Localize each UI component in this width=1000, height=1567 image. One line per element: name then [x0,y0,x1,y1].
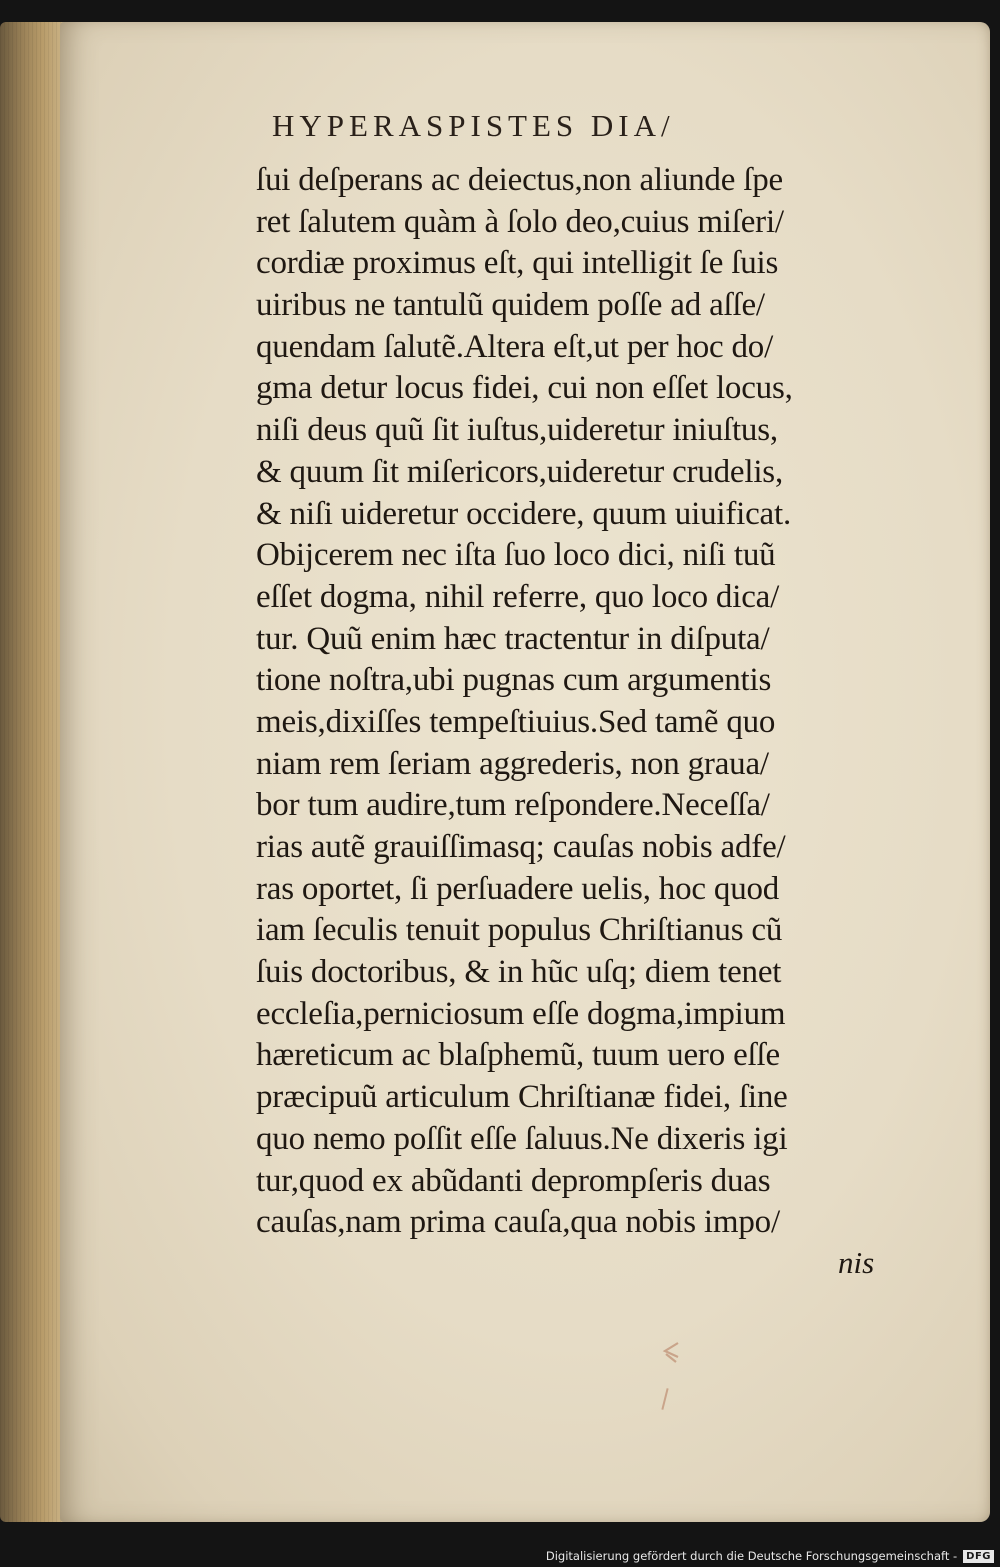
text-line: iam ſeculis tenuit populus Chriſtianus cũ [256,912,783,949]
text-line: eſſet dogma, nihil referre, quo loco dica/ [256,578,780,615]
running-head: HYPERASPISTES DIA/ [272,108,675,143]
text-line: Obijcerem nec iſta ſuo loco dici, niſi tuũ [256,537,776,574]
text-line: meis,dixiſſes tempeſtiuius.Sed tamẽ quo [256,703,776,740]
text-line: rias autẽ grauiſſimasq; cauſas nobis adfe/ [256,829,786,865]
text-line: tur,quod ex abũdanti deprompſeris duas [256,1162,771,1199]
text-line: niſi deus quũ ſit iuſtus,uideretur iniuſtus, [256,412,778,449]
text-line: tur. Quũ enim hæc tractentur in diſputa/ [256,620,770,657]
text-line: præcipuũ articulum Chriſtianæ fidei, ſine [256,1079,788,1116]
text-line: quendam ſalutẽ.Altera eſt,ut per hoc do/ [256,328,774,365]
text-line: & quum ſit miſericors,uideretur crudelis, [256,453,784,490]
credit-text: Digitalisierung gefördert durch die Deutsche Forschungsgemeinschaft - [545,1549,958,1563]
text-line: niam rem ſeriam aggrederis, non graua/ [256,745,769,782]
text-line: ras oportet, ſi perſuadere uelis, hoc quod [256,870,780,907]
text-line: hæreticum ac blaſphemũ, tuum uero eſſe [256,1037,780,1074]
text-line: uiribus ne tantulũ quidem poſſe ad aſſe/ [256,287,765,324]
body-text [256,160,916,1244]
catchword: nis [838,1245,875,1280]
text-line: ſui deſperans ac deiectus,non aliunde ſpe [256,162,783,198]
text-line: & niſi uideretur occidere, quum uiuificat. [256,495,792,532]
text-line: eccleſia,perniciosum eſſe dogma,impium [256,995,786,1032]
text-line: quo nemo poſſit eſſe ſaluus.Ne dixeris igi [256,1120,788,1157]
text-line: ſuis doctoribus, & in hũc uſq; diem tenet [256,954,782,991]
text-line: ret ſalutem quàm à ſolo deo,cuius miſeri/ [256,203,784,240]
red-pencil-mark-icon [660,1340,682,1366]
text-line: bor tum audire,tum reſpondere.Neceſſa/ [256,787,770,824]
text-line: cordiæ proximus eſt, qui intelligit ſe ſuis [256,245,779,282]
text-line: cauſas,nam prima cauſa,qua nobis impo/ [256,1204,780,1241]
text-line: gma detur locus fidei, cui non eſſet locus, [256,370,793,407]
dfg-logo: DFG [963,1550,994,1563]
credit-bar [546,1545,1000,1567]
text-line: tione noſtra,ubi pugnas cum argumentis [256,662,772,699]
